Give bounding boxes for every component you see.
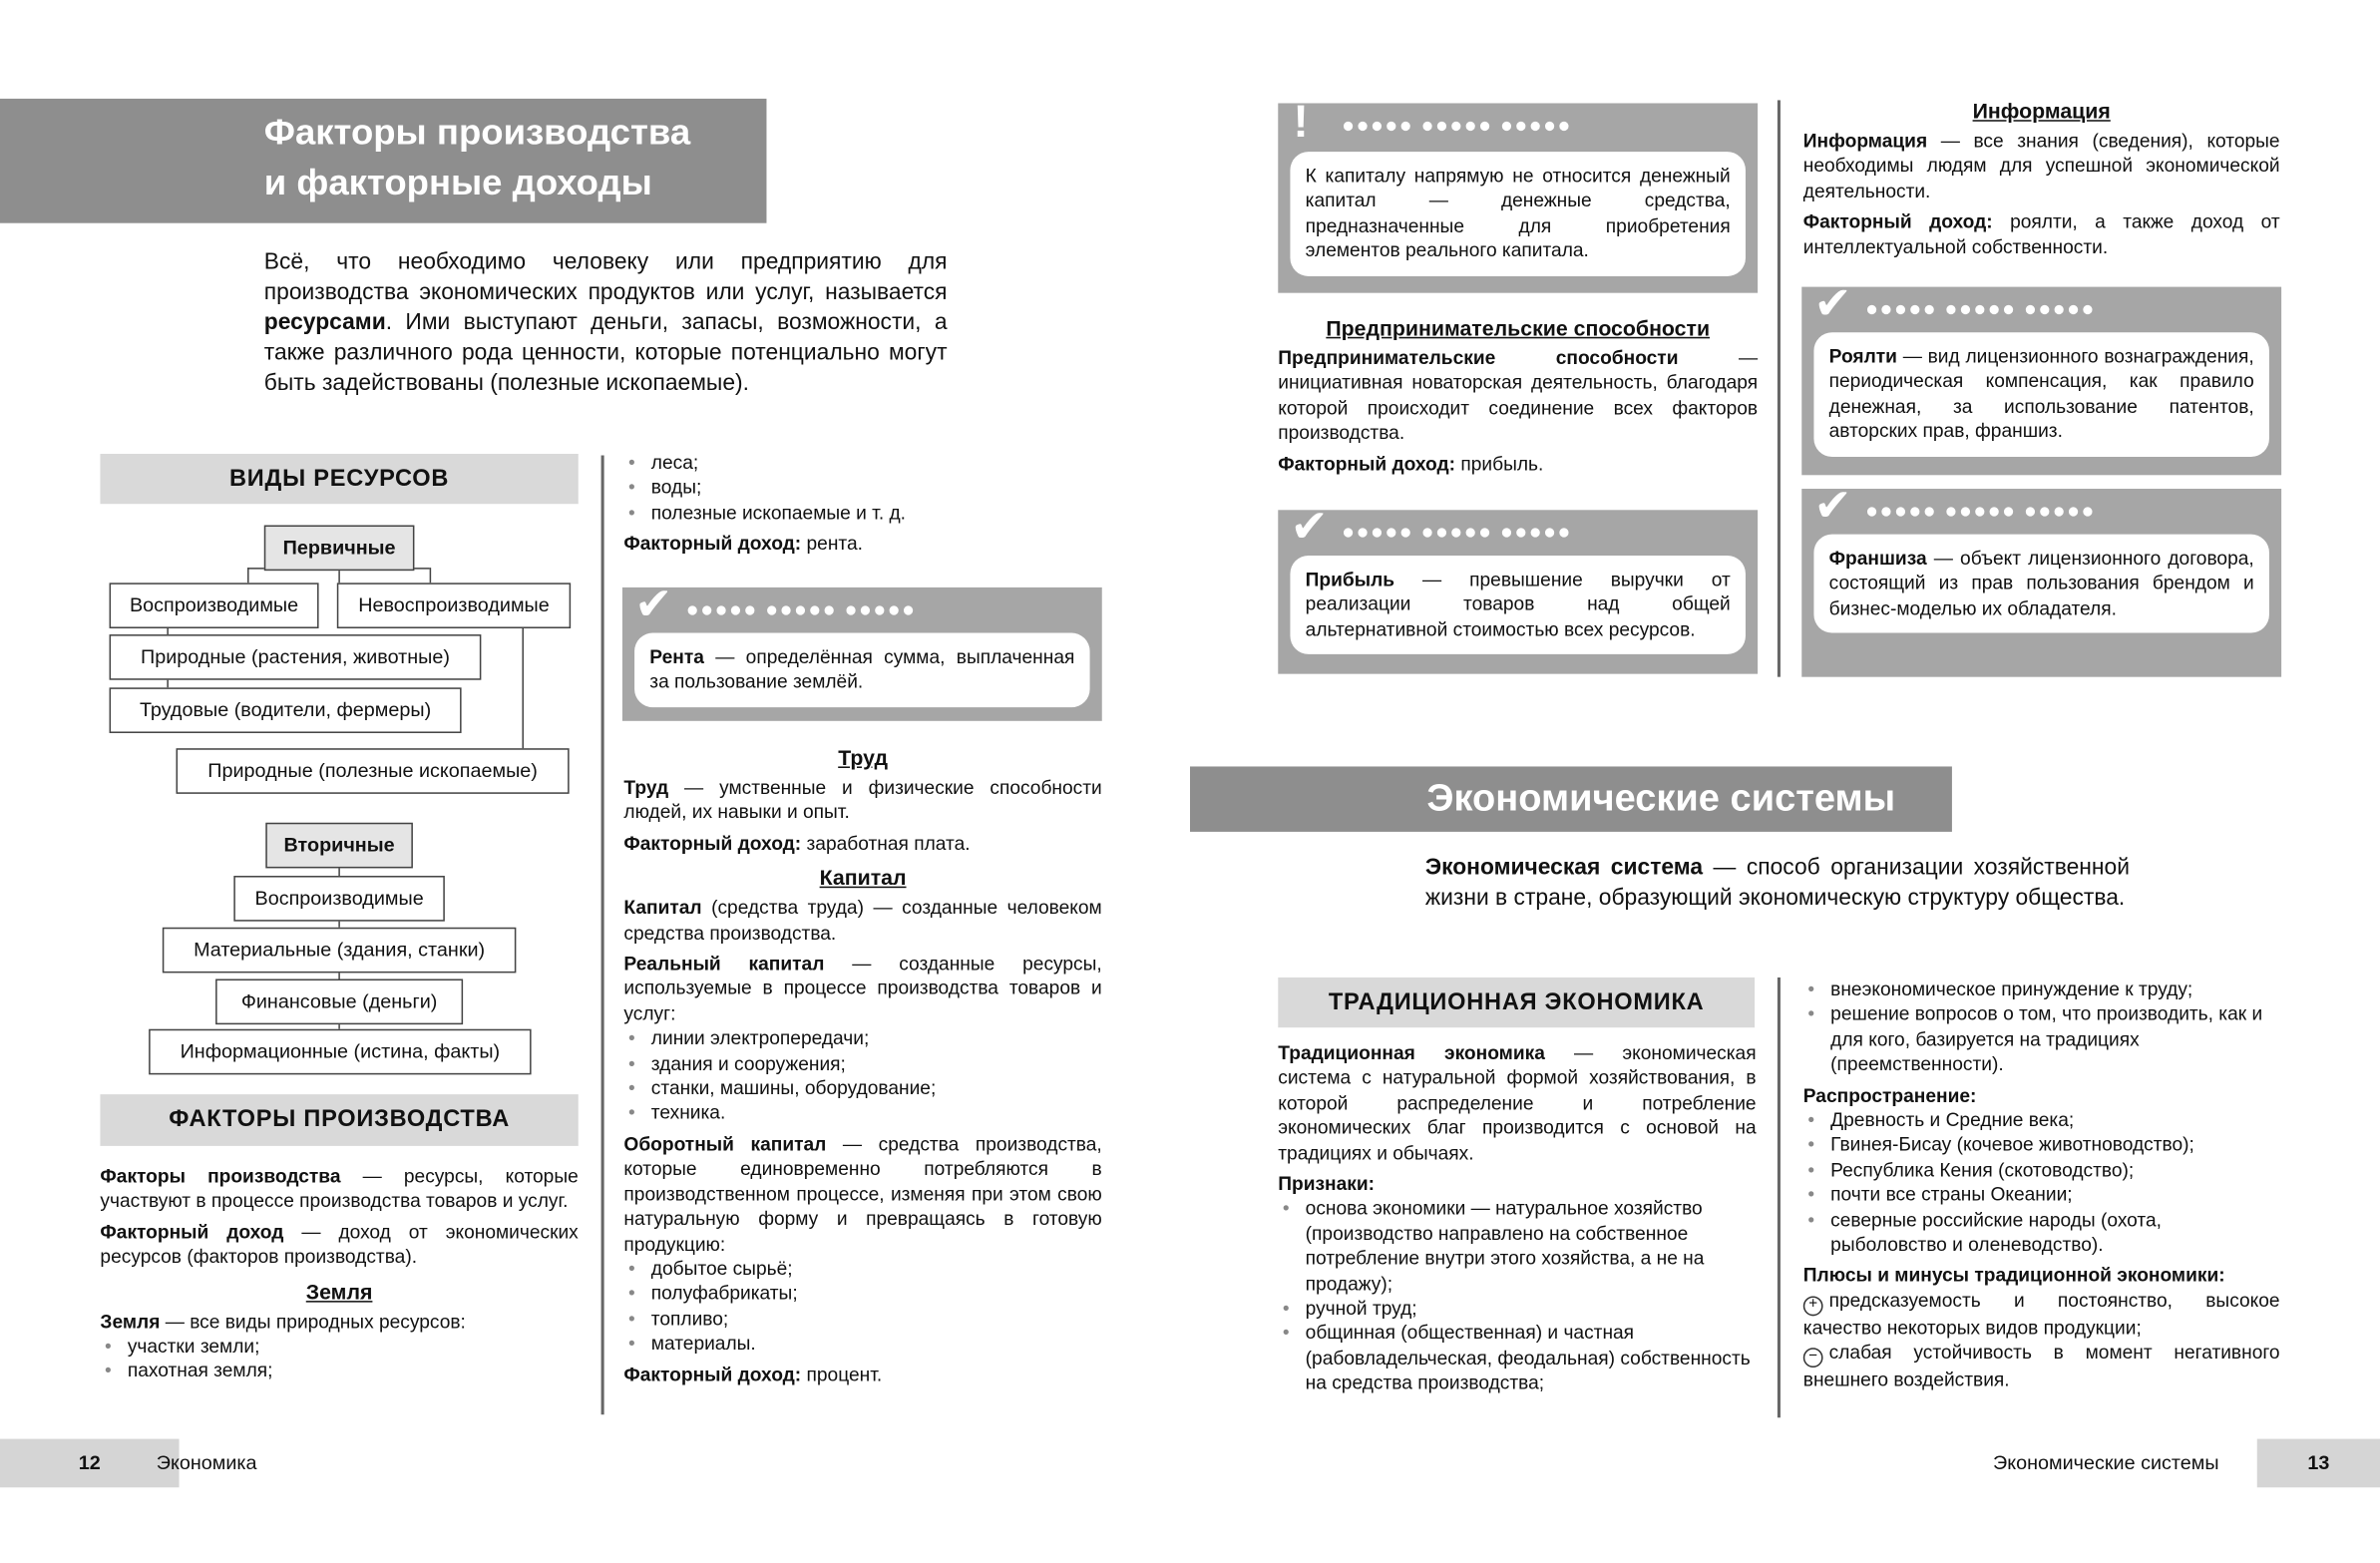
franchise-callout	[1801, 481, 2281, 677]
spread-label: Распространение:	[1802, 1084, 1977, 1106]
left-title: Факторы производства и факторные доходы	[263, 112, 691, 203]
land-income: Факторный доход: рента.	[623, 533, 863, 555]
profit-callout	[1278, 502, 1758, 673]
land-def: Земля — все виды природных ресурсов:	[100, 1311, 466, 1333]
material-node: Материальные (здания, станки)	[163, 928, 517, 974]
land-heading: Земля	[305, 1279, 373, 1304]
left-page-number: 12	[0, 1439, 180, 1488]
working-capital-def: Оборотный капитал — средства производства, которые единовременно потребляются в производственном процессе, изменяя при этом свою натуральную форму и превращаясь в готовую продукцию:	[623, 1133, 1102, 1255]
minus-icon: −	[1803, 1349, 1823, 1368]
systems-title-banner: Экономические системы	[1190, 766, 1952, 831]
factors-def: Факторы производства — ресурсы, которые участвуют в процессе производства товаров и услуг.	[100, 1165, 579, 1212]
check-icon: ✔	[1813, 278, 1852, 330]
info-heading: Информация	[1972, 98, 2111, 124]
dots-decoration: ●●●●● ●●●●● ●●●●●	[1865, 295, 2096, 321]
note-callout	[1278, 97, 1758, 292]
list-item: • основа экономики — натуральное хозяйство (производство направлено на собственное потребление внутри этого хозяйства, а не на продажу);	[1278, 1197, 1756, 1297]
labor-def: Труд — умственные и физические способности людей, их навыки и опыт.	[623, 777, 1102, 824]
entrepreneur-def: Предпринимательские способности — инициативная новаторская деятельность, благодаря которой происходит соединение всех факторов производства.	[1278, 347, 1759, 444]
traditional-column-continued	[1803, 977, 2280, 1392]
pros-cons-label: Плюсы и минусы традиционной экономики:	[1802, 1265, 2225, 1287]
check-icon: ✔	[1813, 481, 1852, 532]
list-item: • общинная (общественная) и частная (рабовладельческая, феодальная) собственность на средства производства;	[1278, 1322, 1756, 1396]
list-item: • почти все страны Океании;	[1803, 1183, 2280, 1208]
financial-node: Финансовые (деньги)	[215, 978, 463, 1024]
entrepreneur-income: Факторный доход: прибыль.	[1278, 453, 1544, 475]
factors-band: ФАКТОРЫ ПРОИЗВОДСТВА	[100, 1094, 578, 1146]
land-continued	[623, 451, 1101, 557]
list-item: • северные российские народы (охота, рыболовство и оленеводство).	[1803, 1208, 2280, 1258]
capital-heading: Капитал	[819, 865, 907, 891]
list-item: • полуфабрикаты;	[623, 1282, 1101, 1307]
factors-column	[100, 1164, 578, 1383]
list-item: • линии электропередачи;	[623, 1026, 1101, 1051]
intro-paragraph: Всё, что необходимо человеку или предприятию для производства экономических продуктов или услуг, называется ресурсами. Ими выступают деньги, запасы, возможности, а также различного рода ценности, которые потенциально могут быть задействованы (полезные ископаемые).	[263, 248, 948, 397]
list-item: • станки, машины, оборудование;	[623, 1076, 1101, 1101]
natural-living-node: Природные (растения, животные)	[110, 634, 482, 680]
dots-decoration: ●●●●● ●●●●● ●●●●●	[1865, 498, 2096, 523]
rent-callout-body: Рента — определённая сумма, выплаченная за пользование землёй.	[634, 633, 1090, 707]
plus-icon: +	[1803, 1296, 1823, 1316]
list-item: • добытое сырьё;	[623, 1257, 1101, 1282]
list-item: • внеэкономическое принуждение к труду;	[1803, 977, 2280, 1002]
reproducible-node: Воспроизводимые	[110, 583, 319, 628]
right-page-number: 13	[2257, 1439, 2380, 1488]
franchise-callout-body: Франшиза — объект лицензионного договора, состоящий из прав пользования брендом и бизнес-моделью их обладателя.	[1813, 535, 2269, 633]
right-running-title: Экономические системы	[1992, 1450, 2219, 1474]
working-capital-list	[623, 1257, 1101, 1357]
profit-callout-body: Прибыль — превышение выручки от реализации товаров над общей альтернативной стоимостью всех ресурсов.	[1290, 556, 1746, 654]
natural-minerals-node: Природные (полезные ископаемые)	[177, 748, 570, 794]
real-capital-list	[623, 1026, 1101, 1126]
left-title-banner	[0, 99, 766, 223]
signs-list-continued	[1803, 977, 2280, 1077]
list-item: • Республика Кения (скотоводство);	[1803, 1158, 2280, 1183]
exclamation-icon: !	[1293, 97, 1309, 148]
secondary-node: Вторичные	[265, 823, 413, 869]
list-item: • техника.	[623, 1101, 1101, 1126]
check-icon: ✔	[1290, 502, 1329, 553]
list-item: • Древность и Средние века;	[1803, 1108, 2280, 1133]
column-divider	[1778, 977, 1781, 1417]
dots-decoration: ●●●●● ●●●●● ●●●●●	[685, 596, 917, 621]
factor-income-def: Факторный доход — доход от экономических ресурсов (факторов производства).	[100, 1221, 579, 1268]
nonreproducible-node: Невоспроизводимые	[337, 583, 571, 628]
royalty-callout	[1801, 278, 2281, 476]
traditional-column	[1278, 1041, 1756, 1396]
list-item: • участки земли;	[100, 1335, 578, 1360]
land-list-continued	[623, 451, 1101, 526]
traditional-band: ТРАДИЦИОННАЯ ЭКОНОМИКА	[1278, 977, 1755, 1027]
reproducible2-node: Воспроизводимые	[233, 876, 445, 922]
signs-label: Признаки:	[1278, 1173, 1376, 1195]
list-item: • решение вопросов о том, что производить, как и для кого, базируется на традициях (преемственности).	[1803, 1002, 2280, 1077]
traditional-def: Традиционная экономика — экономическая система с натуральной формой хозяйствования, в которой распределение и потребление экономических благ производится с основой на традициях и обычаях.	[1278, 1042, 1757, 1164]
labor-capital-column	[623, 736, 1101, 1387]
list-item: • полезные ископаемые и т. д.	[623, 501, 1101, 526]
resources-band: ВИДЫ РЕСУРСОВ	[100, 454, 578, 504]
list-item: • топливо;	[623, 1307, 1101, 1332]
left-running-title: Экономика	[156, 1450, 257, 1474]
systems-def: Экономическая система — способ организации хозяйственной жизни в стране, образующий экономическую структуру общества.	[1424, 854, 2130, 912]
list-item: • ручной труд;	[1278, 1297, 1756, 1322]
list-item: • Гвинея-Бисау (кочевое животноводство);	[1803, 1133, 2280, 1158]
info-income: Факторный доход: роялти, а также доход от интеллектуальной собственности.	[1802, 210, 2280, 258]
capital-def: Капитал (средства труда) — созданные человеком средства производства.	[623, 897, 1102, 944]
check-icon: ✔	[634, 580, 673, 630]
dots-decoration: ●●●●● ●●●●● ●●●●●	[1342, 112, 1572, 137]
info-def: Информация — все знания (сведения), которые необходимы людям для успешной экономической деятельности.	[1802, 130, 2280, 202]
royalty-callout-body: Роялти — вид лицензионного вознаграждения, периодическая компенсация, как правило денежная, за использование патентов, авторских прав, франшиз.	[1813, 332, 2269, 456]
list-item: • пахотная земля;	[100, 1360, 578, 1384]
labor-income: Факторный доход: заработная плата.	[623, 833, 971, 855]
land-list	[100, 1335, 578, 1384]
info-column	[1803, 90, 2280, 259]
spread-list	[1803, 1108, 2280, 1258]
dots-decoration: ●●●●● ●●●●● ●●●●●	[1342, 519, 1572, 544]
column-divider	[601, 456, 604, 1415]
list-item: • леса;	[623, 451, 1101, 476]
entrepreneur-column	[1278, 306, 1758, 476]
labor-node: Трудовые (водители, фермеры)	[110, 687, 462, 733]
list-item: • воды;	[623, 476, 1101, 501]
primary-node: Первичные	[264, 526, 415, 572]
real-capital-def: Реальный капитал — созданные ресурсы, используемые в процессе производства товаров и услуг:	[623, 953, 1102, 1024]
entrepreneur-heading: Предпринимательские способности	[1326, 315, 1711, 340]
list-item: • здания и сооружения;	[623, 1051, 1101, 1076]
informational-node: Информационные (истина, факты)	[149, 1029, 531, 1075]
labor-heading: Труд	[838, 745, 888, 770]
signs-list	[1278, 1197, 1756, 1396]
capital-income: Факторный доход: процент.	[623, 1364, 883, 1385]
list-item: • материалы.	[623, 1332, 1101, 1357]
rent-callout	[622, 580, 1102, 721]
column-divider	[1778, 100, 1781, 676]
note-callout-body: К капиталу напрямую не относится денежный капитал — денежные средства, предназначенные для приобретения элементов реального капитала.	[1290, 152, 1746, 275]
minus-item: − слабая устойчивость в момент негативного внешнего воздействия.	[1802, 1342, 2280, 1391]
plus-item: + предсказуемость и постоянство, высокое качество некоторых видов продукции;	[1802, 1290, 2280, 1339]
